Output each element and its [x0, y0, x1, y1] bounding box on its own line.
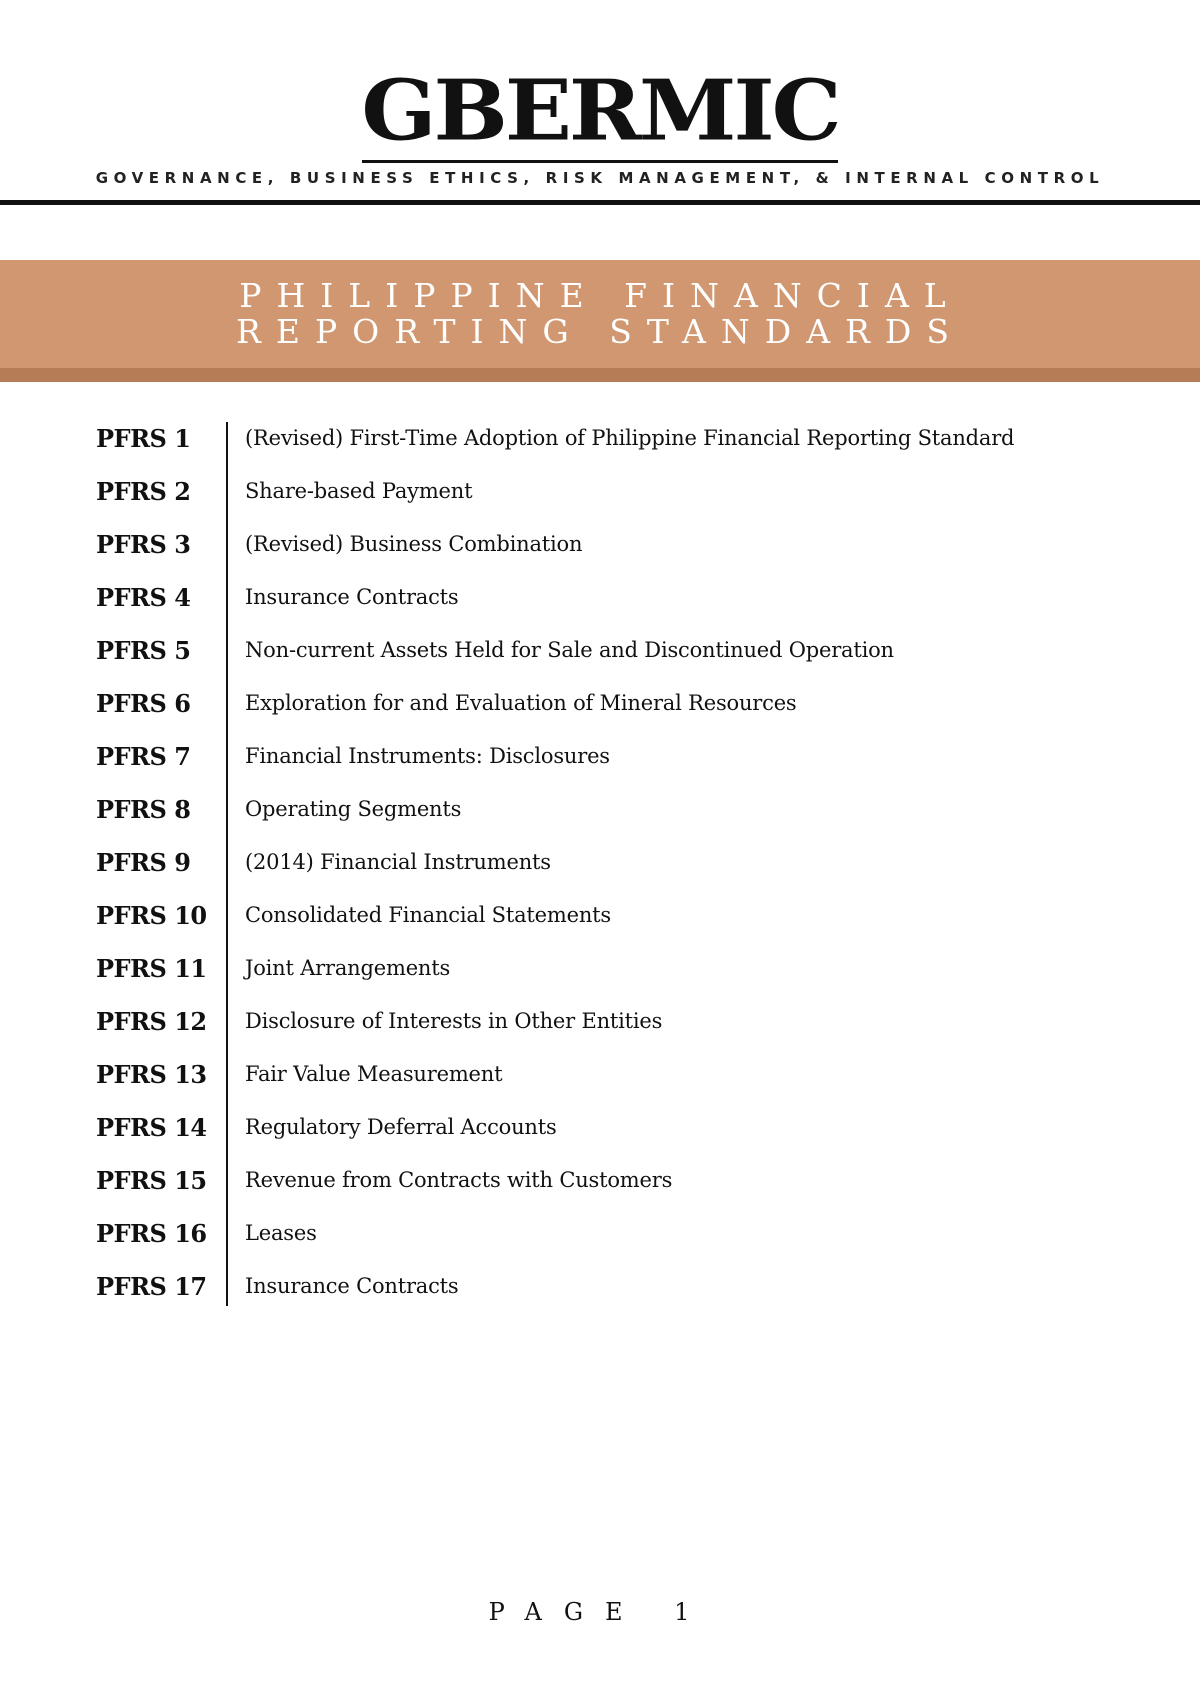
standard-code: PFRS 15: [96, 1166, 207, 1195]
banner-title-line-1: PHILIPPINE FINANCIAL: [239, 276, 961, 315]
list-item: [0, 1162, 1200, 1215]
logo-wordmark: GBERMIC: [361, 60, 839, 160]
standards-list: [0, 420, 1200, 1321]
tagline: GOVERNANCE, BUSINESS ETHICS, RISK MANAGEMENT, & INTERNAL CONTROL: [95, 169, 1105, 187]
standard-code: PFRS 6: [96, 689, 191, 718]
list-item: [0, 685, 1200, 738]
banner-underline: [0, 368, 1200, 382]
standard-code: PFRS 5: [96, 636, 191, 665]
list-item: [0, 897, 1200, 950]
list-item: [0, 632, 1200, 685]
list-item: [0, 844, 1200, 897]
standard-title: Share-based Payment: [245, 479, 473, 503]
standard-title: Joint Arrangements: [245, 956, 451, 980]
list-item: [0, 1056, 1200, 1109]
list-item: [0, 1215, 1200, 1268]
standard-title: Insurance Contracts: [245, 585, 459, 609]
standard-code: PFRS 14: [96, 1113, 207, 1142]
header-divider: [0, 200, 1200, 205]
standard-title: Disclosure of Interests in Other Entities: [245, 1009, 663, 1033]
section-banner: [0, 260, 1200, 368]
list-item: [0, 420, 1200, 473]
standard-code: PFRS 4: [96, 583, 191, 612]
standard-code: PFRS 7: [96, 742, 191, 771]
list-item: [0, 1268, 1200, 1321]
standard-title: Regulatory Deferral Accounts: [245, 1115, 557, 1139]
standard-title: Revenue from Contracts with Customers: [245, 1168, 673, 1192]
standard-title: (Revised) First-Time Adoption of Philippine Financial Reporting Standard: [245, 426, 1015, 450]
standard-title: Financial Instruments: Disclosures: [245, 744, 610, 768]
standard-code: PFRS 2: [96, 477, 191, 506]
logo-underline: [362, 160, 838, 163]
standard-title: Fair Value Measurement: [245, 1062, 503, 1086]
list-item: [0, 473, 1200, 526]
standard-code: PFRS 8: [96, 795, 191, 824]
standard-title: Consolidated Financial Statements: [245, 903, 611, 927]
standard-title: Exploration for and Evaluation of Mineral Resources: [245, 691, 797, 715]
standard-code: PFRS 13: [96, 1060, 207, 1089]
list-item: [0, 1109, 1200, 1162]
standard-code: PFRS 10: [96, 901, 207, 930]
standard-title: Non-current Assets Held for Sale and Discontinued Operation: [245, 638, 894, 662]
page-number: PAGE 1: [488, 1598, 712, 1626]
list-item: [0, 1003, 1200, 1056]
standard-code: PFRS 1: [96, 424, 191, 453]
standard-code: PFRS 3: [96, 530, 191, 559]
list-item: [0, 738, 1200, 791]
standard-title: Leases: [245, 1221, 317, 1245]
list-item: [0, 579, 1200, 632]
standard-title: Operating Segments: [245, 797, 462, 821]
standard-title: (2014) Financial Instruments: [245, 850, 551, 874]
standard-code: PFRS 16: [96, 1219, 207, 1248]
list-item: [0, 526, 1200, 579]
list-item: [0, 950, 1200, 1003]
banner-title-line-2: REPORTING STANDARDS: [236, 312, 964, 351]
standard-title: (Revised) Business Combination: [245, 532, 583, 556]
standard-title: Insurance Contracts: [245, 1274, 459, 1298]
standard-code: PFRS 9: [96, 848, 191, 877]
list-item: [0, 791, 1200, 844]
standard-code: PFRS 11: [96, 954, 207, 983]
standard-code: PFRS 17: [96, 1272, 207, 1301]
standard-code: PFRS 12: [96, 1007, 207, 1036]
